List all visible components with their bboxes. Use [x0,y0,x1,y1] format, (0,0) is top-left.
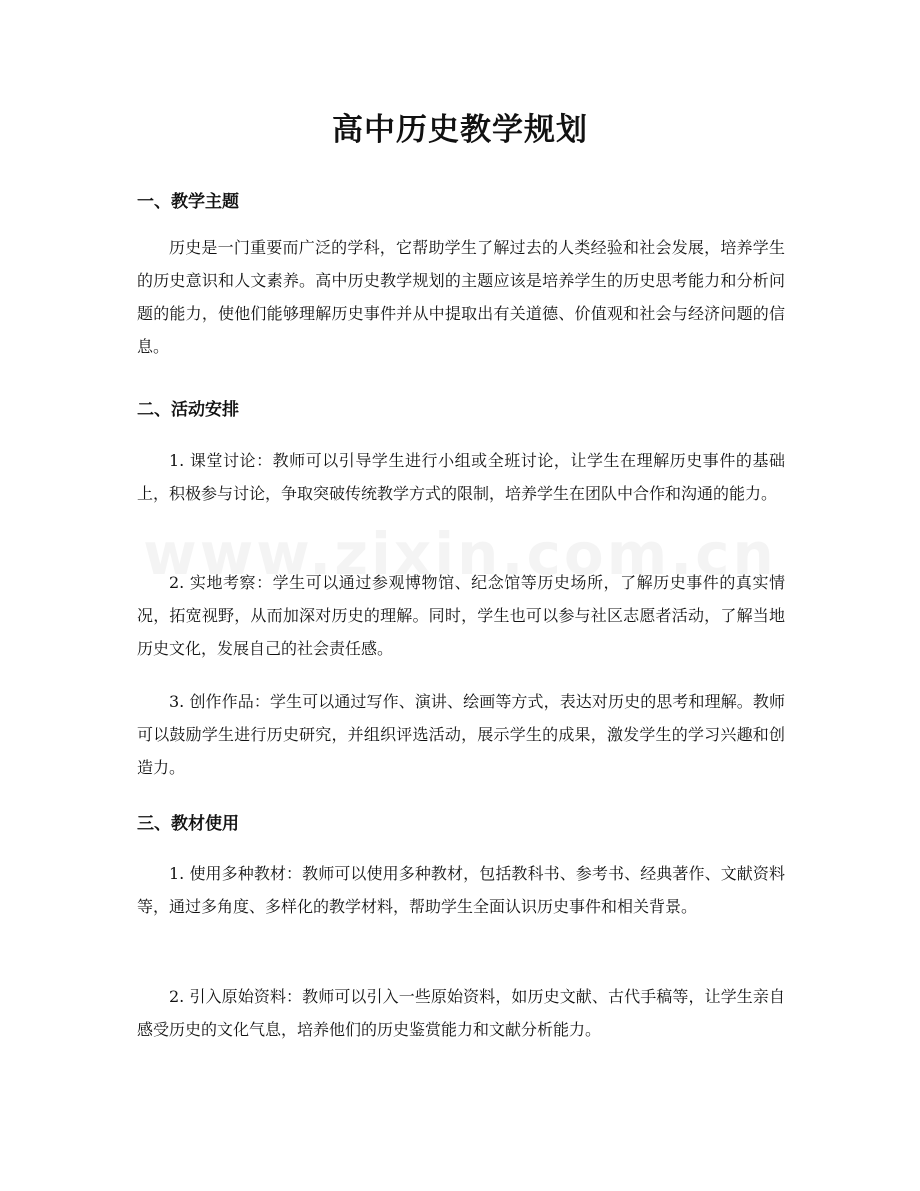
paragraph-teaching-theme: 历史是一门重要而广泛的学科，它帮助学生了解过去的人类经验和社会发展，培养学生的历史意识和人文素养。高中历史教学规划的主题应该是培养学生的历史思考能力和分析问题的能力，使他们能够理解历史事件并从中提取出有关道德、价值观和社会与经济问题的信息。 [137,238,785,356]
section-heading-teaching-theme: 一、教学主题 [137,192,239,212]
paragraph-activity-creative-work: 3. 创作作品：学生可以通过写作、演讲、绘画等方式，表达对历史的思考和理解。教师可以鼓励学生进行历史研究，并组织评选活动，展示学生的成果，激发学生的学习兴趣和创造力。 [137,692,785,777]
paragraph-activity-class-discussion: 1. 课堂讨论：教师可以引导学生进行小组或全班讨论，让学生在理解历史事件的基础上，积极参与讨论，争取突破传统教学方式的限制，培养学生在团队中合作和沟通的能力。 [137,451,785,503]
paragraph-materials-multiple: 1. 使用多种教材：教师可以使用多种教材，包括教科书、参考书、经典著作、文献资料等，通过多角度、多样化的教学材料，帮助学生全面认识历史事件和相关背景。 [137,864,785,916]
document-title: 高中历史教学规划 [332,112,588,148]
paragraph-activity-field-trip: 2. 实地考察：学生可以通过参观博物馆、纪念馆等历史场所，了解历史事件的真实情况，拓宽视野，从而加深对历史的理解。同时，学生也可以参与社区志愿者活动，了解当地历史文化，发展自己的社会责任感。 [137,573,785,658]
section-heading-materials: 三、教材使用 [137,814,239,834]
section-heading-activities: 二、活动安排 [137,400,239,420]
paragraph-materials-primary-sources: 2. 引入原始资料：教师可以引入一些原始资料，如历史文献、古代手稿等，让学生亲自感受历史的文化气息，培养他们的历史鉴赏能力和文献分析能力。 [137,987,785,1039]
